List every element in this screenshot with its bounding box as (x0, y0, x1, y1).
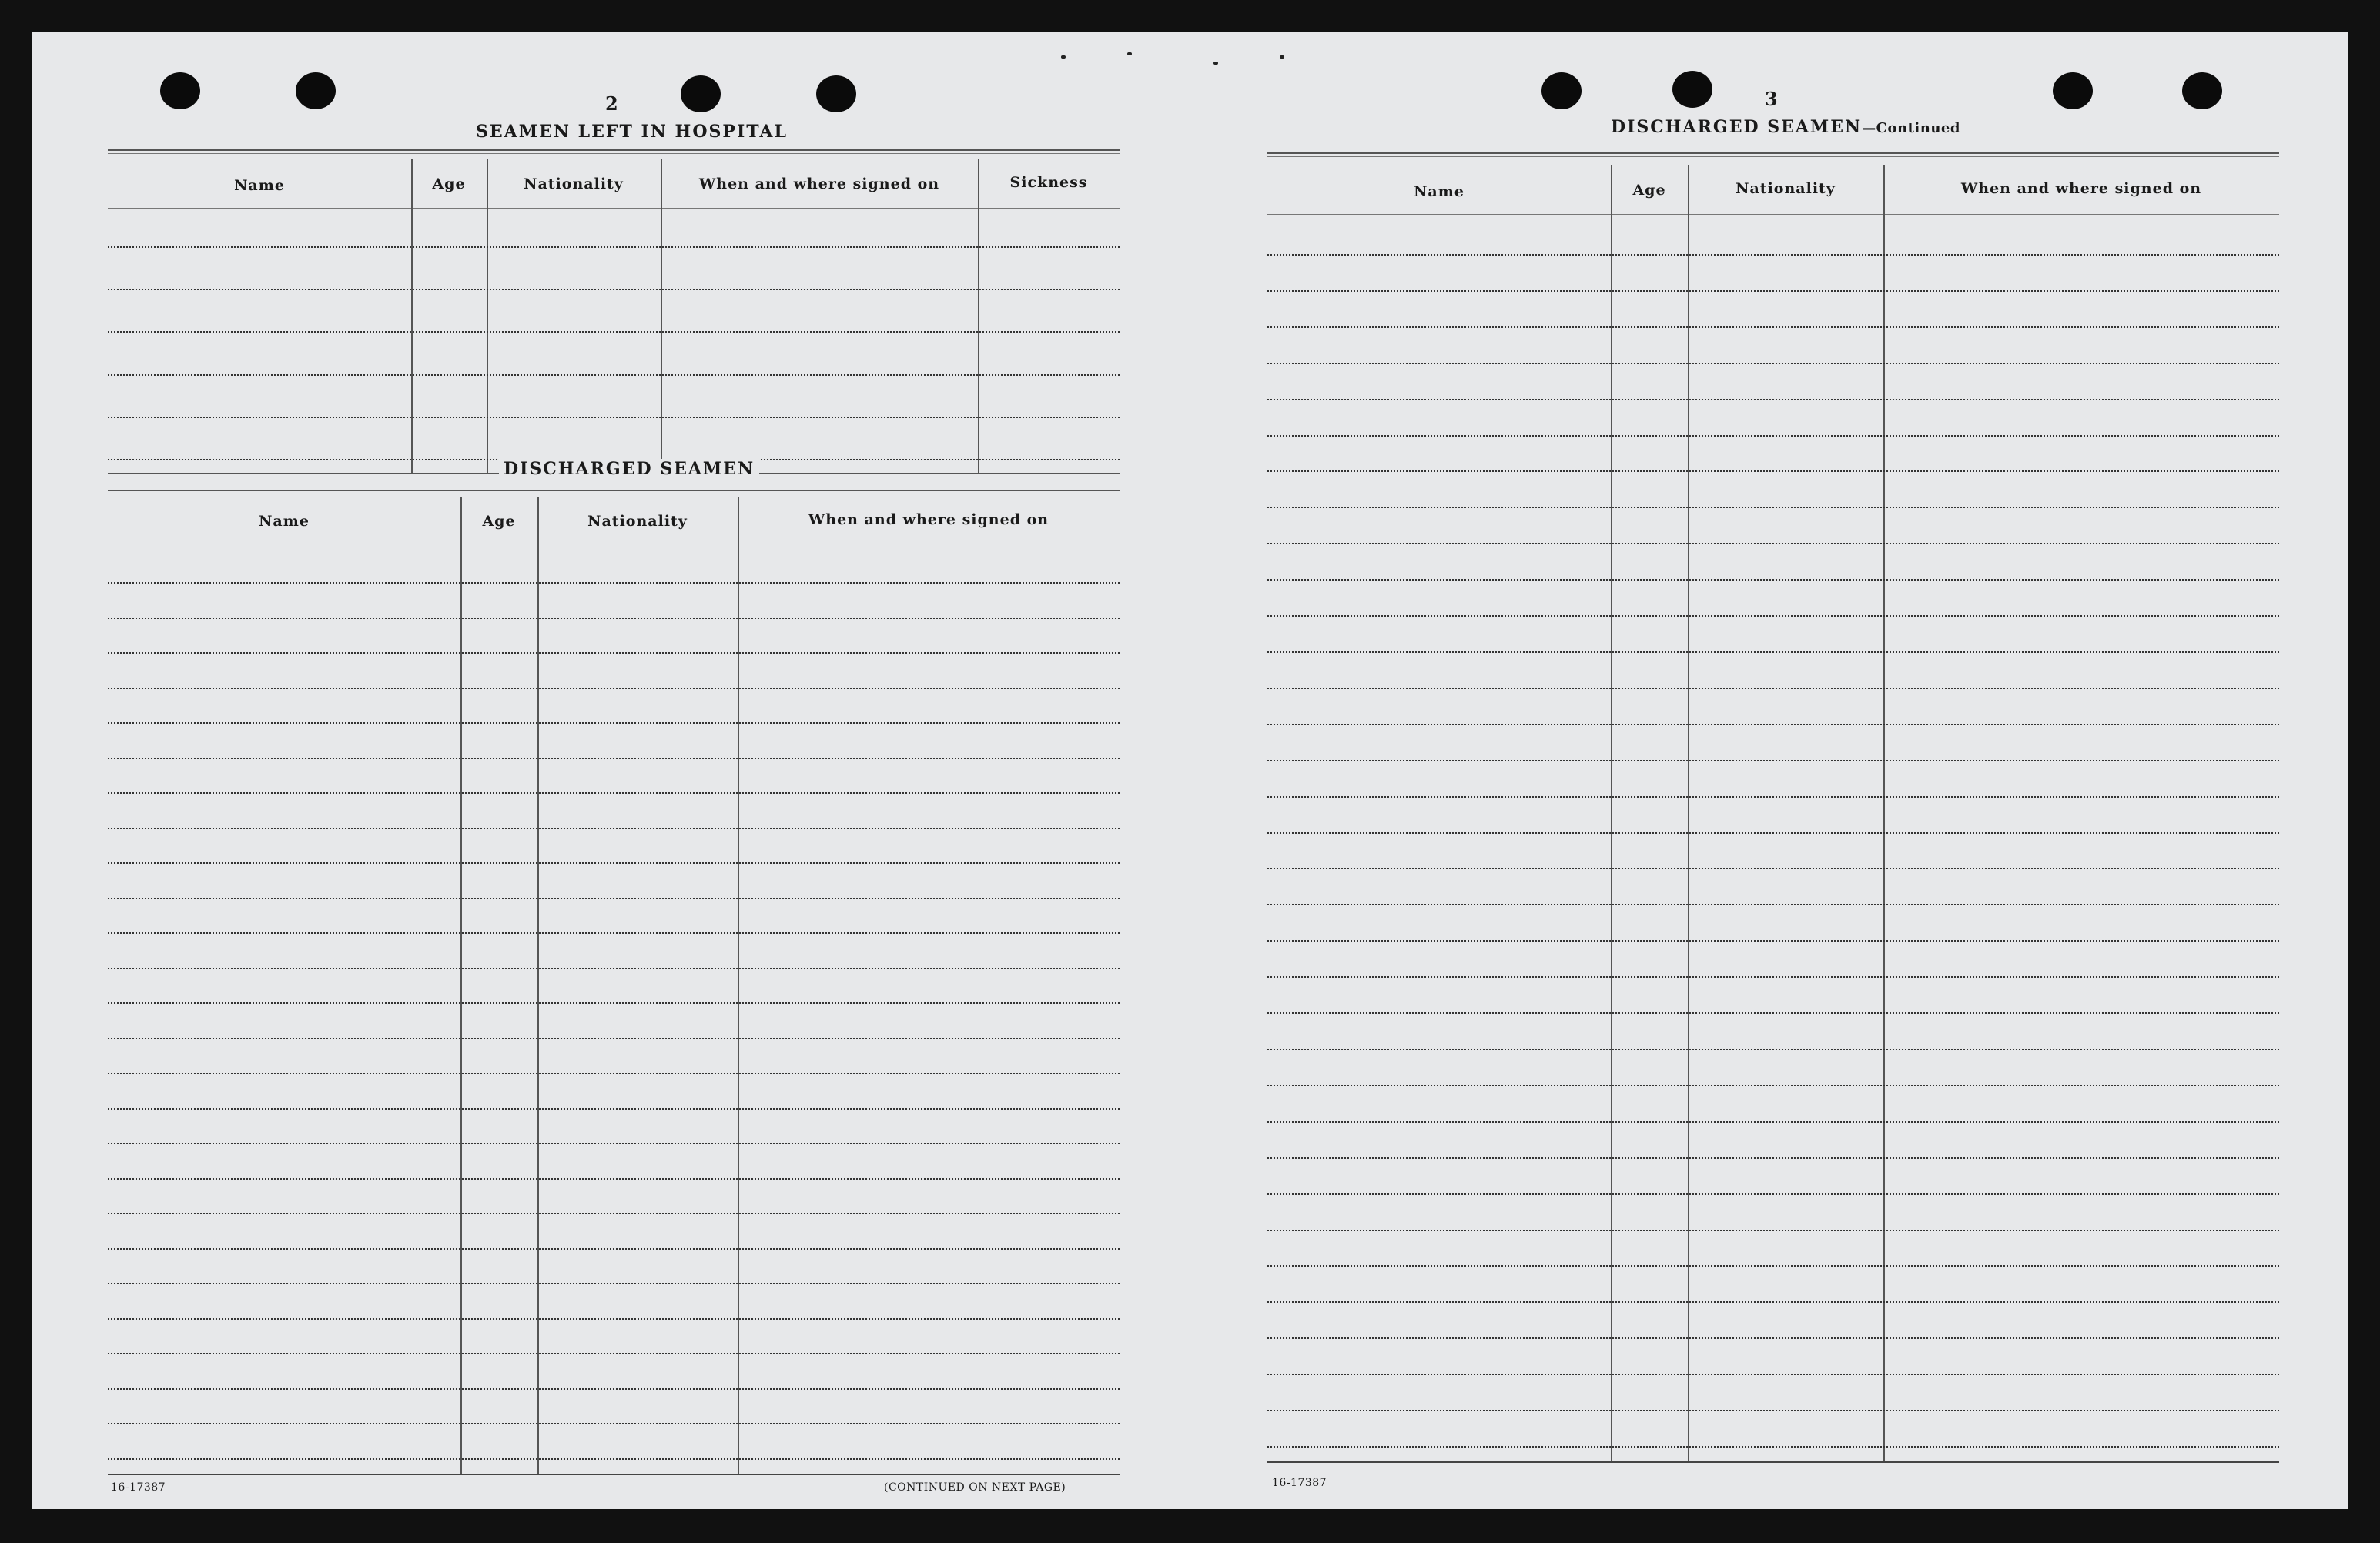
paper-speck (1127, 52, 1132, 55)
column-header-age: Age (482, 513, 516, 530)
table-row (1267, 1265, 2279, 1267)
table-row (1267, 760, 2279, 761)
table-row (108, 968, 1120, 969)
table-row (1267, 1085, 2279, 1086)
discharged-section-title: DISCHARGED SEAMEN (499, 459, 759, 479)
table-row (108, 246, 1120, 248)
column-header-when-where: When and where signed on (1960, 180, 2202, 197)
table-row (1267, 724, 2279, 725)
discharged-continued-title (1611, 117, 1960, 137)
table-row (108, 828, 1120, 829)
table-row (108, 1178, 1120, 1180)
column-header-age: Age (1632, 182, 1666, 199)
column-header-age: Age (432, 176, 466, 192)
section-rule (108, 490, 1120, 494)
table-row (108, 331, 1120, 333)
table-row (1267, 688, 2279, 689)
table-row (108, 417, 1120, 418)
table-row (108, 1283, 1120, 1284)
table-row (1267, 1374, 2279, 1375)
punch-hole (1672, 71, 1712, 108)
table-row (108, 289, 1120, 290)
table-row (1267, 326, 2279, 328)
punch-hole (2053, 72, 2093, 109)
punch-hole (1541, 72, 1582, 109)
table-row (108, 1108, 1120, 1110)
header-rule (1267, 214, 2279, 215)
column-header-sickness: Sickness (1009, 174, 1088, 191)
table-row (108, 758, 1120, 759)
table-row (108, 1388, 1120, 1390)
punch-hole (681, 75, 721, 112)
table-row (108, 792, 1120, 794)
table-row (1267, 651, 2279, 653)
table-row (1267, 363, 2279, 364)
table-row (108, 1248, 1120, 1250)
table-row (1267, 399, 2279, 400)
column-header-nationality: Nationality (1736, 180, 1836, 197)
hospital-section-title: SEAMEN LEFT IN HOSPITAL (476, 122, 788, 142)
table-row (108, 1353, 1120, 1354)
hospital-rows (108, 246, 1120, 459)
section-rule (108, 149, 1120, 154)
table-row (108, 618, 1120, 619)
page-number: 2 (605, 92, 618, 115)
table-row (108, 1423, 1120, 1424)
table-row (108, 1458, 1120, 1460)
punch-hole (160, 72, 200, 109)
table-row (1267, 470, 2279, 472)
table-bottom-rule (108, 1474, 1120, 1475)
table-row (108, 1073, 1120, 1074)
punch-hole (2182, 72, 2222, 109)
table-row (1267, 1301, 2279, 1303)
continued-note: (CONTINUED ON NEXT PAGE) (884, 1481, 1066, 1494)
table-row (108, 1213, 1120, 1214)
table-row (108, 862, 1120, 864)
table-row (1267, 1446, 2279, 1448)
table-row (1267, 1121, 2279, 1123)
table-row (1267, 796, 2279, 798)
table-row (108, 688, 1120, 689)
column-header-when-where: When and where signed on (808, 511, 1049, 528)
table-row (108, 1318, 1120, 1320)
table-row (108, 582, 1120, 584)
title-suffix: —Continued (1862, 120, 1960, 136)
table-row (108, 1038, 1120, 1039)
table-row (108, 652, 1120, 654)
table-row (1267, 1049, 2279, 1050)
punch-hole (816, 75, 856, 112)
section-rule (1267, 152, 2279, 157)
table-row (108, 1002, 1120, 1004)
column-header-nationality: Nationality (524, 176, 624, 192)
column-header-name: Name (234, 177, 285, 194)
table-row (1267, 1157, 2279, 1159)
table-row (1267, 1230, 2279, 1231)
table-row (1267, 290, 2279, 292)
table-row (1267, 254, 2279, 256)
table-row (1267, 579, 2279, 581)
table-row (1267, 868, 2279, 869)
header-rule (108, 208, 1120, 209)
table-row (108, 722, 1120, 724)
table-row (1267, 904, 2279, 905)
table-row (1267, 543, 2279, 544)
table-row (1267, 976, 2279, 978)
discharged-rows-left (108, 582, 1120, 1458)
table-row (108, 932, 1120, 934)
form-number: 16-17387 (111, 1481, 166, 1494)
table-row (1267, 940, 2279, 942)
ledger-sheet (32, 32, 2348, 1509)
table-row (1267, 832, 2279, 834)
table-row (108, 1143, 1120, 1144)
table-row (1267, 435, 2279, 437)
table-bottom-rule (1267, 1461, 2279, 1463)
column-header-name: Name (1414, 183, 1464, 200)
title-text: DISCHARGED SEAMEN (1611, 117, 1863, 137)
table-row (1267, 507, 2279, 508)
table-row (1267, 1012, 2279, 1014)
column-header-when-where: When and where signed on (698, 176, 940, 192)
paper-speck (1061, 55, 1066, 59)
table-row (1267, 1410, 2279, 1411)
punch-hole (296, 72, 336, 109)
paper-speck (1280, 55, 1284, 59)
table-row (108, 898, 1120, 899)
discharged-rows-right (1267, 254, 2279, 1446)
table-row (1267, 1337, 2279, 1339)
column-header-nationality: Nationality (587, 513, 688, 530)
table-row (1267, 615, 2279, 617)
table-row (1267, 1193, 2279, 1195)
paper-speck (1213, 62, 1218, 65)
column-header-name: Name (259, 513, 310, 530)
page-number: 3 (1765, 88, 1778, 110)
form-number: 16-17387 (1272, 1477, 1327, 1489)
table-row (108, 374, 1120, 376)
